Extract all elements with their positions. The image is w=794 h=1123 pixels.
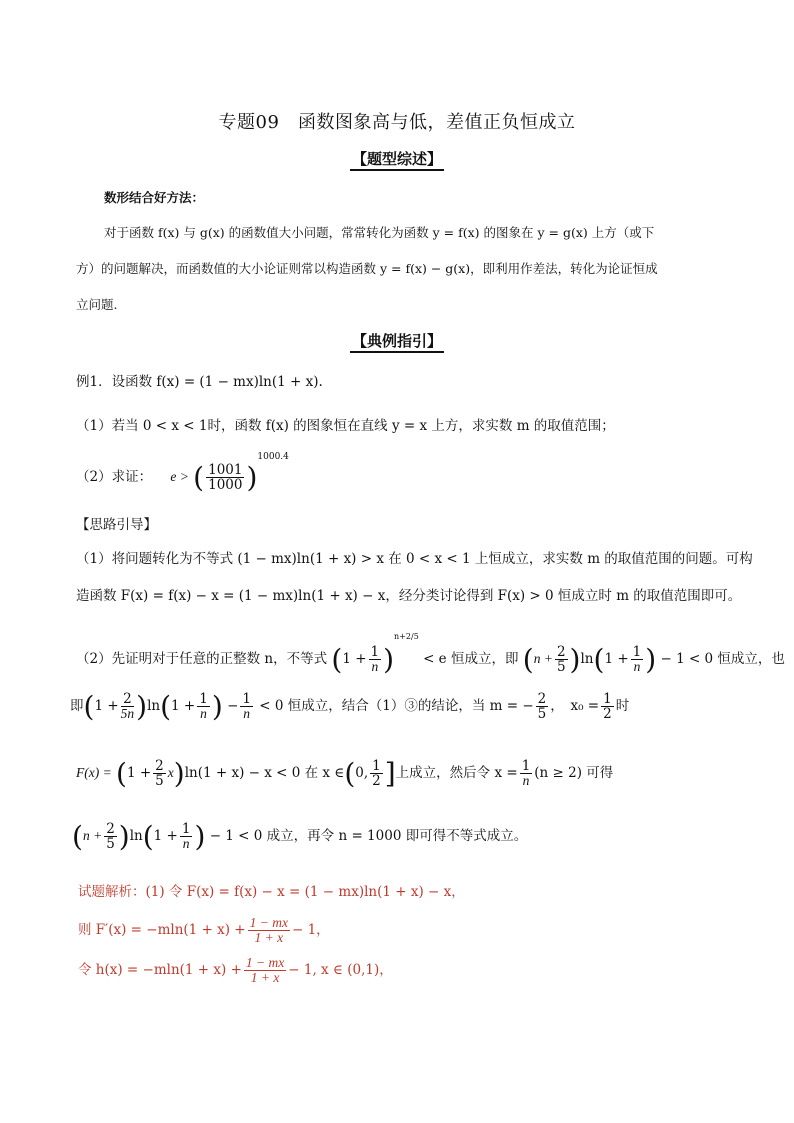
hint-2: （2）先证明对于任意的正整数 n，不等式 (1 + $\frac{1}{n}$ )$^{n+2/5}$ < e 恒成立，即 (n + $\frac{2}{5}$ )ln(1 + $\frac{1}{n}$ ) − 1 < 0 恒成立，也: [76, 632, 785, 676]
question-1: （1）若当 0 < x < 1时，函数 f(x) 的图象恒在直线 y = x 上方，求实数 m 的取值范围；: [76, 418, 615, 434]
solution-line-2: 则 F′(x) = −mln(1 + x) + $\frac{1 - mx}{1 + x}$ − 1，: [78, 915, 330, 946]
hint-1-line-2: 造函数 F(x) = f(x) − x = (1 − mx)ln(1 + x) − x，经分类讨论得到 F(x) > 0 恒成立时 m 的取值范围即可。: [76, 588, 742, 604]
example-1: 例1．设函数 f(x) = (1 − mx)ln(1 + x).: [76, 374, 323, 390]
subheading: 数形结合好方法：: [104, 190, 205, 205]
page-title: 专题09 函数图象高与低，差值正负恒成立: [218, 112, 576, 133]
section-heading-overview: 【题型综述】: [0, 148, 794, 169]
summary-line-1: 对于函数 f(x) 与 g(x) 的函数值大小问题，常常转化为函数 y = f(x) 的图象在 y = g(x) 上方（或下: [104, 225, 655, 240]
summary-line-3: 立问题.: [76, 297, 118, 312]
question-2: （2）求证： e > ( $\frac{1001}{1000}$ )$^{1000.4}$: [76, 452, 289, 494]
hint-heading: 【思路引导】: [76, 517, 157, 533]
fraction-1001-1000: $\frac{1001}{1000}$: [208, 461, 243, 493]
hint-1-line-1: （1）将问题转化为不等式 (1 − mx)ln(1 + x) > x 在 0 < x < 1 上恒成立，求实数 m 的取值范围的问题。可构: [76, 551, 753, 567]
hint-5: (n + $\frac{2}{5}$ )ln(1 + $\frac{1}{n}$ ) − 1 < 0 成立，再令 n = 1000 即可得不等式成立。: [72, 820, 528, 853]
hint-4: F(x) = (1 + $\frac{2}{5}$ x)ln(1 + x) − x < 0 在 x ∈(0, $\frac{1}{2}$ ]上成立，然后令 x = $\frac{1}{n}$ (n ≥ 2) 可得: [76, 757, 614, 790]
section-heading-examples: 【典例指引】: [0, 330, 794, 351]
solution-line-1: 试题解析：(1) 令 F(x) = f(x) − x = (1 − mx)ln(1 + x) − x，: [78, 884, 465, 900]
hint-3: 即(1 + $\frac{2}{5n}$ )ln(1 + $\frac{1}{n}$ ) − $\frac{1}{n}$ < 0 恒成立，结合（1）③的结论，当 m = − $\frac{2}{5}$ ， x₀ = $\frac{1}{2}$ 时: [70, 690, 630, 723]
solution-line-3: 令 h(x) = −mln(1 + x) + $\frac{1 - mx}{1 + x}$ − 1, x ∈ (0,1)，: [78, 955, 393, 986]
summary-line-2: 方）的问题解决，而函数值的大小论证则常以构造函数 y = f(x) − g(x)，即利用作差法，转化为论证恒成: [76, 261, 658, 276]
